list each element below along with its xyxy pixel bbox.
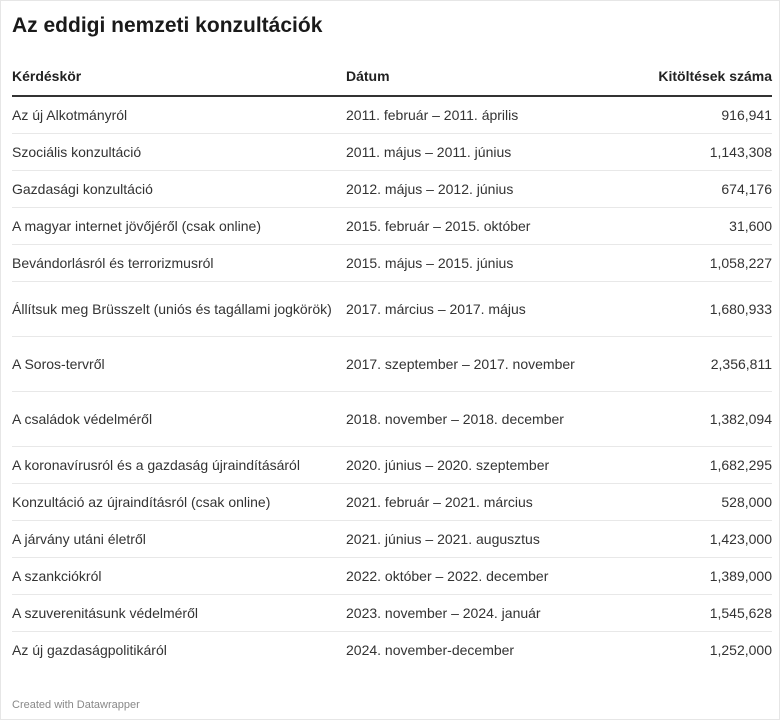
cell-date: 2012. május – 2012. június [346, 170, 596, 207]
cell-date: 2017. március – 2017. május [346, 281, 596, 336]
cell-date: 2021. február – 2021. március [346, 483, 596, 520]
table-row [12, 244, 772, 281]
cell-count: 916,941 [596, 96, 772, 133]
cell-date: 2011. május – 2011. június [346, 133, 596, 170]
cell-count: 2,356,811 [596, 336, 772, 391]
cell-count: 1,423,000 [596, 520, 772, 557]
column-header-count[interactable]: Kitöltések száma [596, 66, 772, 96]
column-header-topic[interactable]: Kérdéskör [12, 66, 346, 96]
table-row [12, 207, 772, 244]
cell-count: 1,382,094 [596, 391, 772, 446]
datawrapper-credit[interactable]: Created with Datawrapper [12, 699, 140, 711]
table-row [12, 631, 772, 668]
cell-date: 2018. november – 2018. december [346, 391, 596, 446]
cell-topic: A szuverenitásunk védelméről [12, 594, 346, 631]
cell-count: 674,176 [596, 170, 772, 207]
cell-date: 2022. október – 2022. december [346, 557, 596, 594]
table-row [12, 133, 772, 170]
cell-topic: Az új Alkotmányról [12, 96, 346, 133]
column-header-date[interactable]: Dátum [346, 66, 596, 96]
cell-count: 1,680,933 [596, 281, 772, 336]
table-row [12, 557, 772, 594]
cell-date: 2015. február – 2015. október [346, 207, 596, 244]
cell-topic: Állítsuk meg Brüsszelt (uniós és tagállami jogkörök) [12, 281, 346, 336]
cell-topic: Konzultáció az újraindításról (csak online) [12, 483, 346, 520]
cell-topic: A Soros-tervről [12, 336, 346, 391]
cell-topic: Szociális konzultáció [12, 133, 346, 170]
cell-topic: Bevándorlásról és terrorizmusról [12, 244, 346, 281]
cell-topic: A családok védelméről [12, 391, 346, 446]
cell-count: 1,058,227 [596, 244, 772, 281]
cell-count: 1,545,628 [596, 594, 772, 631]
header-row [12, 66, 772, 96]
chart-title: Az eddigi nemzeti konzultációk [12, 14, 323, 37]
cell-topic: Gazdasági konzultáció [12, 170, 346, 207]
table-row [12, 483, 772, 520]
cell-date: 2021. június – 2021. augusztus [346, 520, 596, 557]
table-row [12, 170, 772, 207]
cell-count: 528,000 [596, 483, 772, 520]
cell-date: 2020. június – 2020. szeptember [346, 446, 596, 483]
consultation-table [12, 66, 772, 668]
cell-count: 1,252,000 [709, 641, 772, 658]
cell-count: 1,682,295 [596, 446, 772, 483]
table-row [12, 281, 772, 336]
table-body [12, 96, 772, 668]
cell-count: 31,600 [596, 207, 772, 244]
cell-date: 2011. február – 2011. április [346, 96, 596, 133]
table-row [12, 520, 772, 557]
cell-topic: A járvány utáni életről [12, 520, 346, 557]
cell-count: 1,143,308 [596, 133, 772, 170]
cell-date: 2023. november – 2024. január [346, 594, 596, 631]
table-row [12, 336, 772, 391]
cell-date: 2017. szeptember – 2017. november [346, 336, 596, 391]
table-row [12, 391, 772, 446]
cell-topic: Az új gazdaságpolitikáról [12, 641, 167, 658]
table-chart [12, 1, 772, 668]
table-row [12, 96, 772, 133]
cell-topic: A koronavírusról és a gazdaság újraindításáról [12, 446, 346, 483]
cell-topic: A magyar internet jövőjéről (csak online) [12, 207, 346, 244]
table-row [12, 446, 772, 483]
cell-topic: A szankciókról [12, 557, 346, 594]
cell-count: 1,389,000 [596, 557, 772, 594]
cell-date: 2015. május – 2015. június [346, 244, 596, 281]
cell-date: 2024. november-december [346, 641, 515, 658]
table-row [12, 594, 772, 631]
